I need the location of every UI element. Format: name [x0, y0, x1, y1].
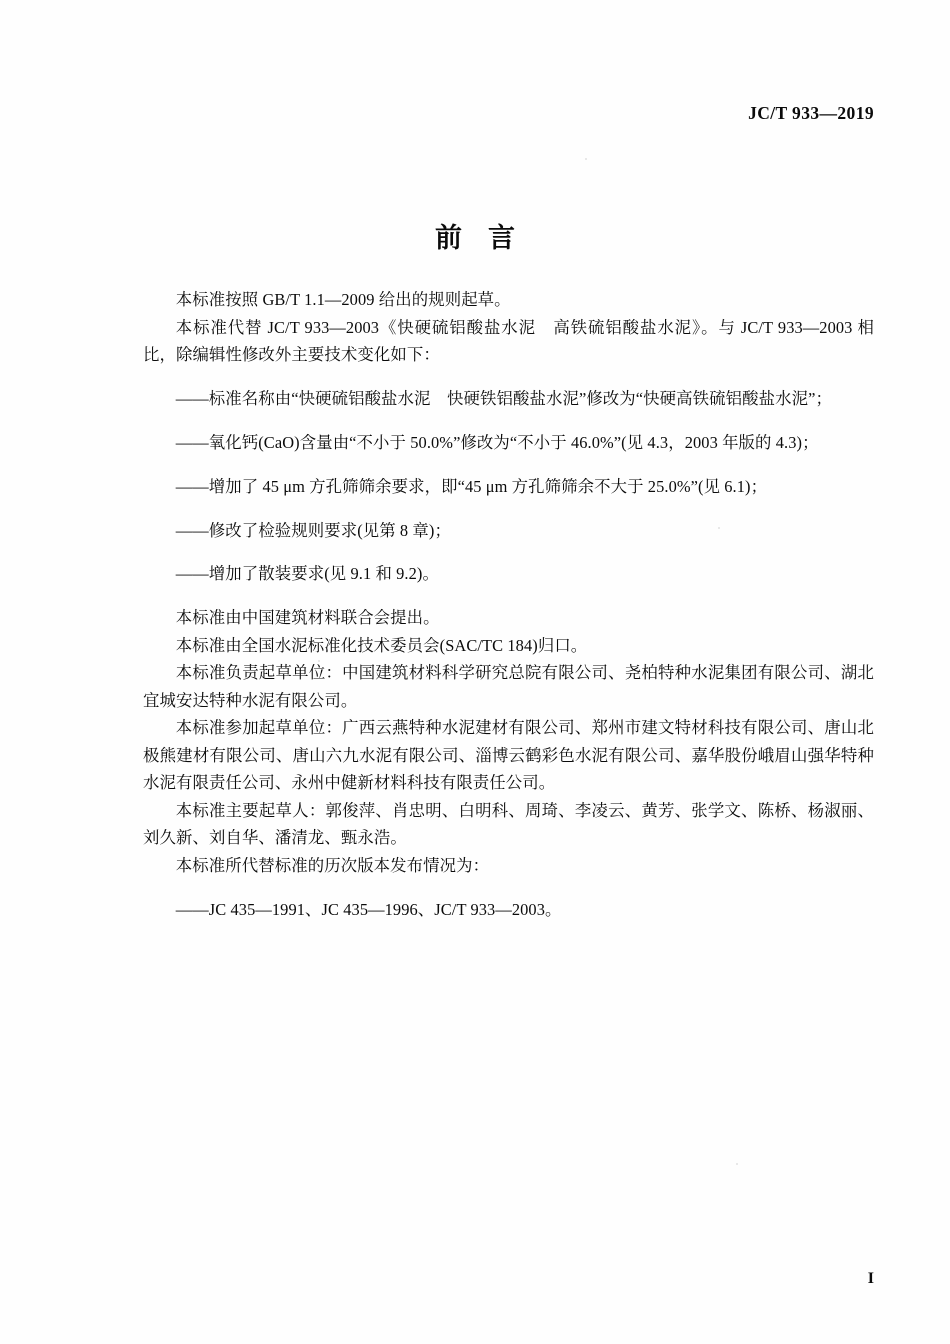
change-item-inspection-rules: ——修改了检验规则要求(见第 8 章)；: [175, 520, 451, 540]
foreword-paragraph-administration: 本标准由全国水泥标准化技术委员会(SAC/TC 184)归口。: [175, 635, 588, 655]
change-item-sieve-residue: ——增加了 45 μm 方孔筛筛余要求，即“45 μm 方孔筛筛余不大于 25.0%”(见 6.1)；: [175, 476, 768, 496]
scan-speck: [736, 1163, 738, 1165]
foreword-paragraph-drafting-rules: 本标准按照 GB/T 1.1—2009 给出的规则起草。: [175, 290, 511, 309]
change-item-bulk-packaging: ——增加了散装要求(见 9.1 和 9.2)。: [175, 564, 439, 584]
foreword-paragraph-participating-units: 本标准参加起草单位：广西云燕特种水泥建材有限公司、郑州市建文特材科技有限公司、唐山北极熊建材有限公司、唐山六九水泥有限公司、淄博云鹤彩色水泥有限公司、嘉华股份峨眉山强华特种水泥有限责任公司、永州中健新材料科技有限责任公司。: [143, 718, 874, 793]
foreword-paragraph-history-editions: ——JC 435—1991、JC 435—1996、JC/T 933—2003。: [175, 899, 562, 919]
scan-speck: [585, 158, 587, 160]
foreword-paragraph-proposer: 本标准由中国建筑材料联合会提出。: [175, 608, 440, 628]
page-number: I: [867, 1270, 874, 1287]
change-item-cao-content: ——氧化钙(CaO)含量由“不小于 50.0%”修改为“不小于 46.0%”(见 4.3，2003 年版的 4.3)；: [175, 432, 819, 452]
page-title: 前言: [435, 223, 541, 255]
foreword-body: [143, 286, 874, 940]
foreword-paragraph-history-intro: 本标准所代替标准的历次版本发布情况为：: [175, 855, 490, 875]
foreword-paragraph-responsible-units: 本标准负责起草单位：中国建筑材料科学研究总院有限公司、尧柏特种水泥集团有限公司、湖北宜城安达特种水泥有限公司。: [143, 663, 874, 710]
change-item-name: ——标准名称由“快硬硫铝酸盐水泥 快硬铁铝酸盐水泥”修改为“快硬高铁硫铝酸盐水泥”；: [175, 388, 832, 408]
header-standard-number: JC/T 933—2019: [748, 103, 874, 123]
foreword-paragraph-main-drafters: 本标准主要起草人：郭俊萍、肖忠明、白明科、周琦、李凌云、黄芳、张学文、陈桥、杨淑丽、刘久新、刘自华、潘清龙、甄永浩。: [143, 800, 874, 848]
foreword-paragraph-replaces: 本标准代替 JC/T 933—2003《快硬硫铝酸盐水泥 高铁硫铝酸盐水泥》。与 JC/T 933—2003 相比，除编辑性修改外主要技术变化如下：: [143, 317, 874, 364]
